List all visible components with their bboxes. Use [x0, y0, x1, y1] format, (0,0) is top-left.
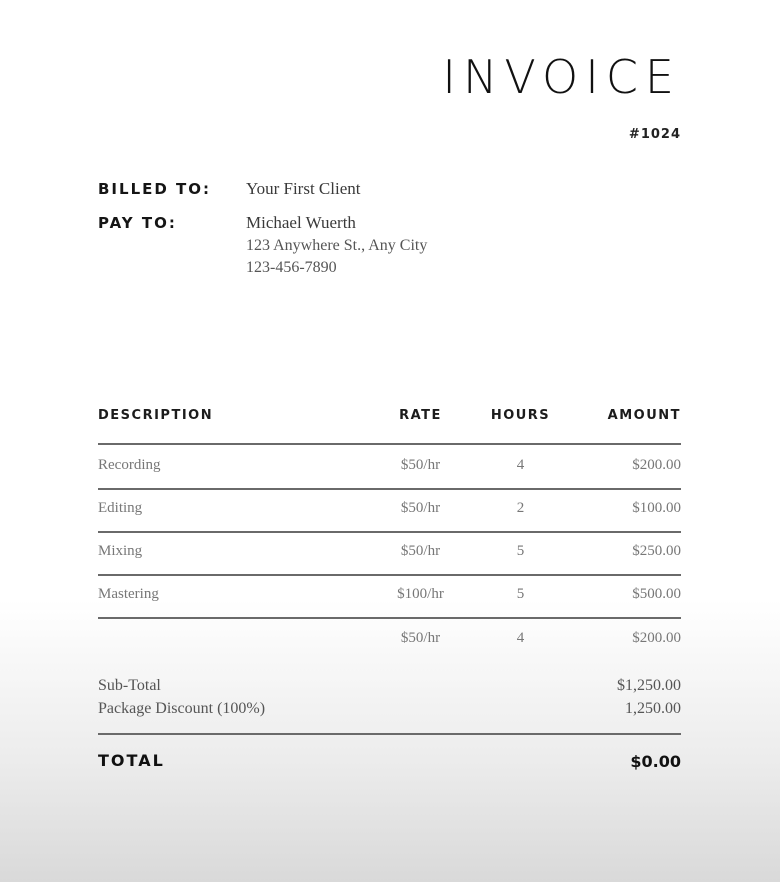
- pay-to-name: Michael Wuerth: [246, 213, 356, 232]
- table-header: [98, 408, 681, 428]
- row-hours: 5: [516, 586, 525, 602]
- invoice-title: INVOICE: [442, 50, 681, 104]
- subtotal-row: [98, 677, 681, 695]
- row-rate: $50/hr: [400, 543, 441, 559]
- row-description: Recording: [98, 457, 161, 473]
- row-hours: 4: [516, 630, 525, 646]
- discount-value: 1,250.00: [625, 700, 681, 717]
- row-amount: $200.00: [632, 630, 681, 646]
- header-rate: RATE: [399, 408, 442, 423]
- total-divider: [98, 733, 681, 735]
- row-amount: $100.00: [632, 500, 681, 516]
- row-amount: $200.00: [632, 457, 681, 473]
- row-amount: $500.00: [632, 586, 681, 602]
- table-divider: [98, 574, 681, 576]
- header-amount: AMOUNT: [607, 408, 681, 423]
- row-hours: 2: [516, 500, 525, 516]
- table-row: [98, 586, 681, 610]
- invoice-document: [98, 0, 681, 882]
- total-value: $0.00: [630, 752, 681, 771]
- row-rate: $50/hr: [400, 630, 441, 646]
- table-divider: [98, 443, 681, 445]
- table-divider: [98, 531, 681, 533]
- subtotal-label: Sub-Total: [98, 677, 161, 694]
- row-amount: $250.00: [632, 543, 681, 559]
- billed-to-label: BILLED TO:: [98, 180, 212, 198]
- pay-to-address: 123 Anywhere St., Any City: [246, 237, 428, 254]
- table-divider: [98, 617, 681, 619]
- row-hours: 5: [516, 543, 525, 559]
- pay-to-label: PAY TO:: [98, 214, 177, 232]
- table-row: [98, 500, 681, 524]
- row-rate: $50/hr: [400, 457, 441, 473]
- header-description: DESCRIPTION: [98, 408, 214, 423]
- row-description: Editing: [98, 500, 143, 516]
- invoice-number: #1024: [628, 127, 681, 142]
- row-rate: $50/hr: [400, 500, 441, 516]
- header-hours: HOURS: [490, 408, 551, 423]
- table-row: [98, 543, 681, 567]
- row-rate: $100/hr: [397, 586, 444, 602]
- discount-row: [98, 700, 681, 718]
- total-label: TOTAL: [98, 751, 165, 770]
- row-hours: 4: [516, 457, 525, 473]
- table-divider: [98, 488, 681, 490]
- billed-to-value: Your First Client: [246, 179, 361, 198]
- table-row: [98, 457, 681, 481]
- subtotal-value: $1,250.00: [617, 677, 681, 694]
- table-row: [98, 630, 681, 654]
- discount-label: Package Discount (100%): [98, 700, 266, 717]
- row-description: Mixing: [98, 543, 143, 559]
- pay-to-phone: 123-456-7890: [246, 259, 337, 276]
- row-description: Mastering: [98, 586, 159, 602]
